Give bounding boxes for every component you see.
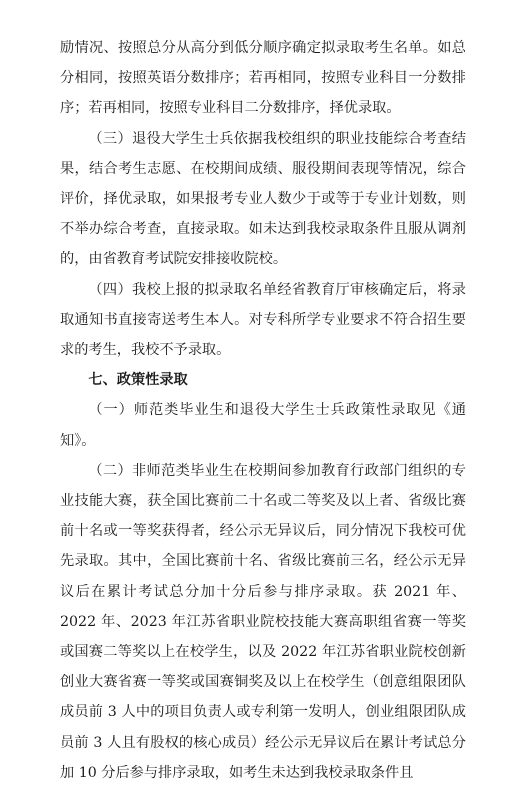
document-body	[60, 33, 466, 788]
paragraph-ranking-rules: 励情况、按照总分从高分到低分顺序确定拟录取考生名单。如总分相同，按照英语分数排序；若再相同，按照专业科目一分数排序；若再相同，按照专业科目二分数排序，择优录取。	[60, 40, 466, 117]
section-heading-policy-admission: 七、政策性录取	[88, 372, 188, 389]
paragraph-competition-bonus: （二）非师范类毕业生在校期间参加教育行政部门组织的专业技能大赛，获全国比赛前二十名或二等奖及以上者、省级比赛前十名或一等奖获得者，经公示无异议后，同分情况下我校可优先录取。其中，全国比赛前十名、省级比赛前三名，经公示无异议后在累计考试总分加十分后参与排序录取。获 2021 年、2022 年、2023 年江苏省职业院校技能大赛高职组省赛一等奖或国赛二等奖以上在校学生，以及 2022 年江苏省职业院校创新创业大赛省赛一等奖或国赛铜奖及以上在校学生（创意组限团队成员前 3 人中的项目负责人或专利第一发明人，创业组限团队成员前 3 人且有股权的核心成员）经公示无异议后在累计考试总分加 10 分后参与排序录取，如考生未达到我校录取条件且	[60, 462, 466, 781]
paragraph-veteran-admission: （三）退役大学生士兵依据我校组织的职业技能综合考查结果，结合考生志愿、在校期间成绩、服役期间表现等情况，综合评价，择优录取，如果报考专业人数少于或等于专业计划数，则不举办综合考查，直接录取。如未达到我校录取条件且服从调剂的，由省教育考试院安排接收院校。	[60, 130, 466, 268]
paragraph-admission-notice: （四）我校上报的拟录取名单经省教育厅审核确定后，将录取通知书直接寄送考生本人。对专科所学专业要求不符合招生要求的考生，我校不予录取。	[60, 281, 466, 359]
paragraph-normal-graduates: （一）师范类毕业生和退役大学生士兵政策性录取见《通知》。	[60, 402, 466, 449]
